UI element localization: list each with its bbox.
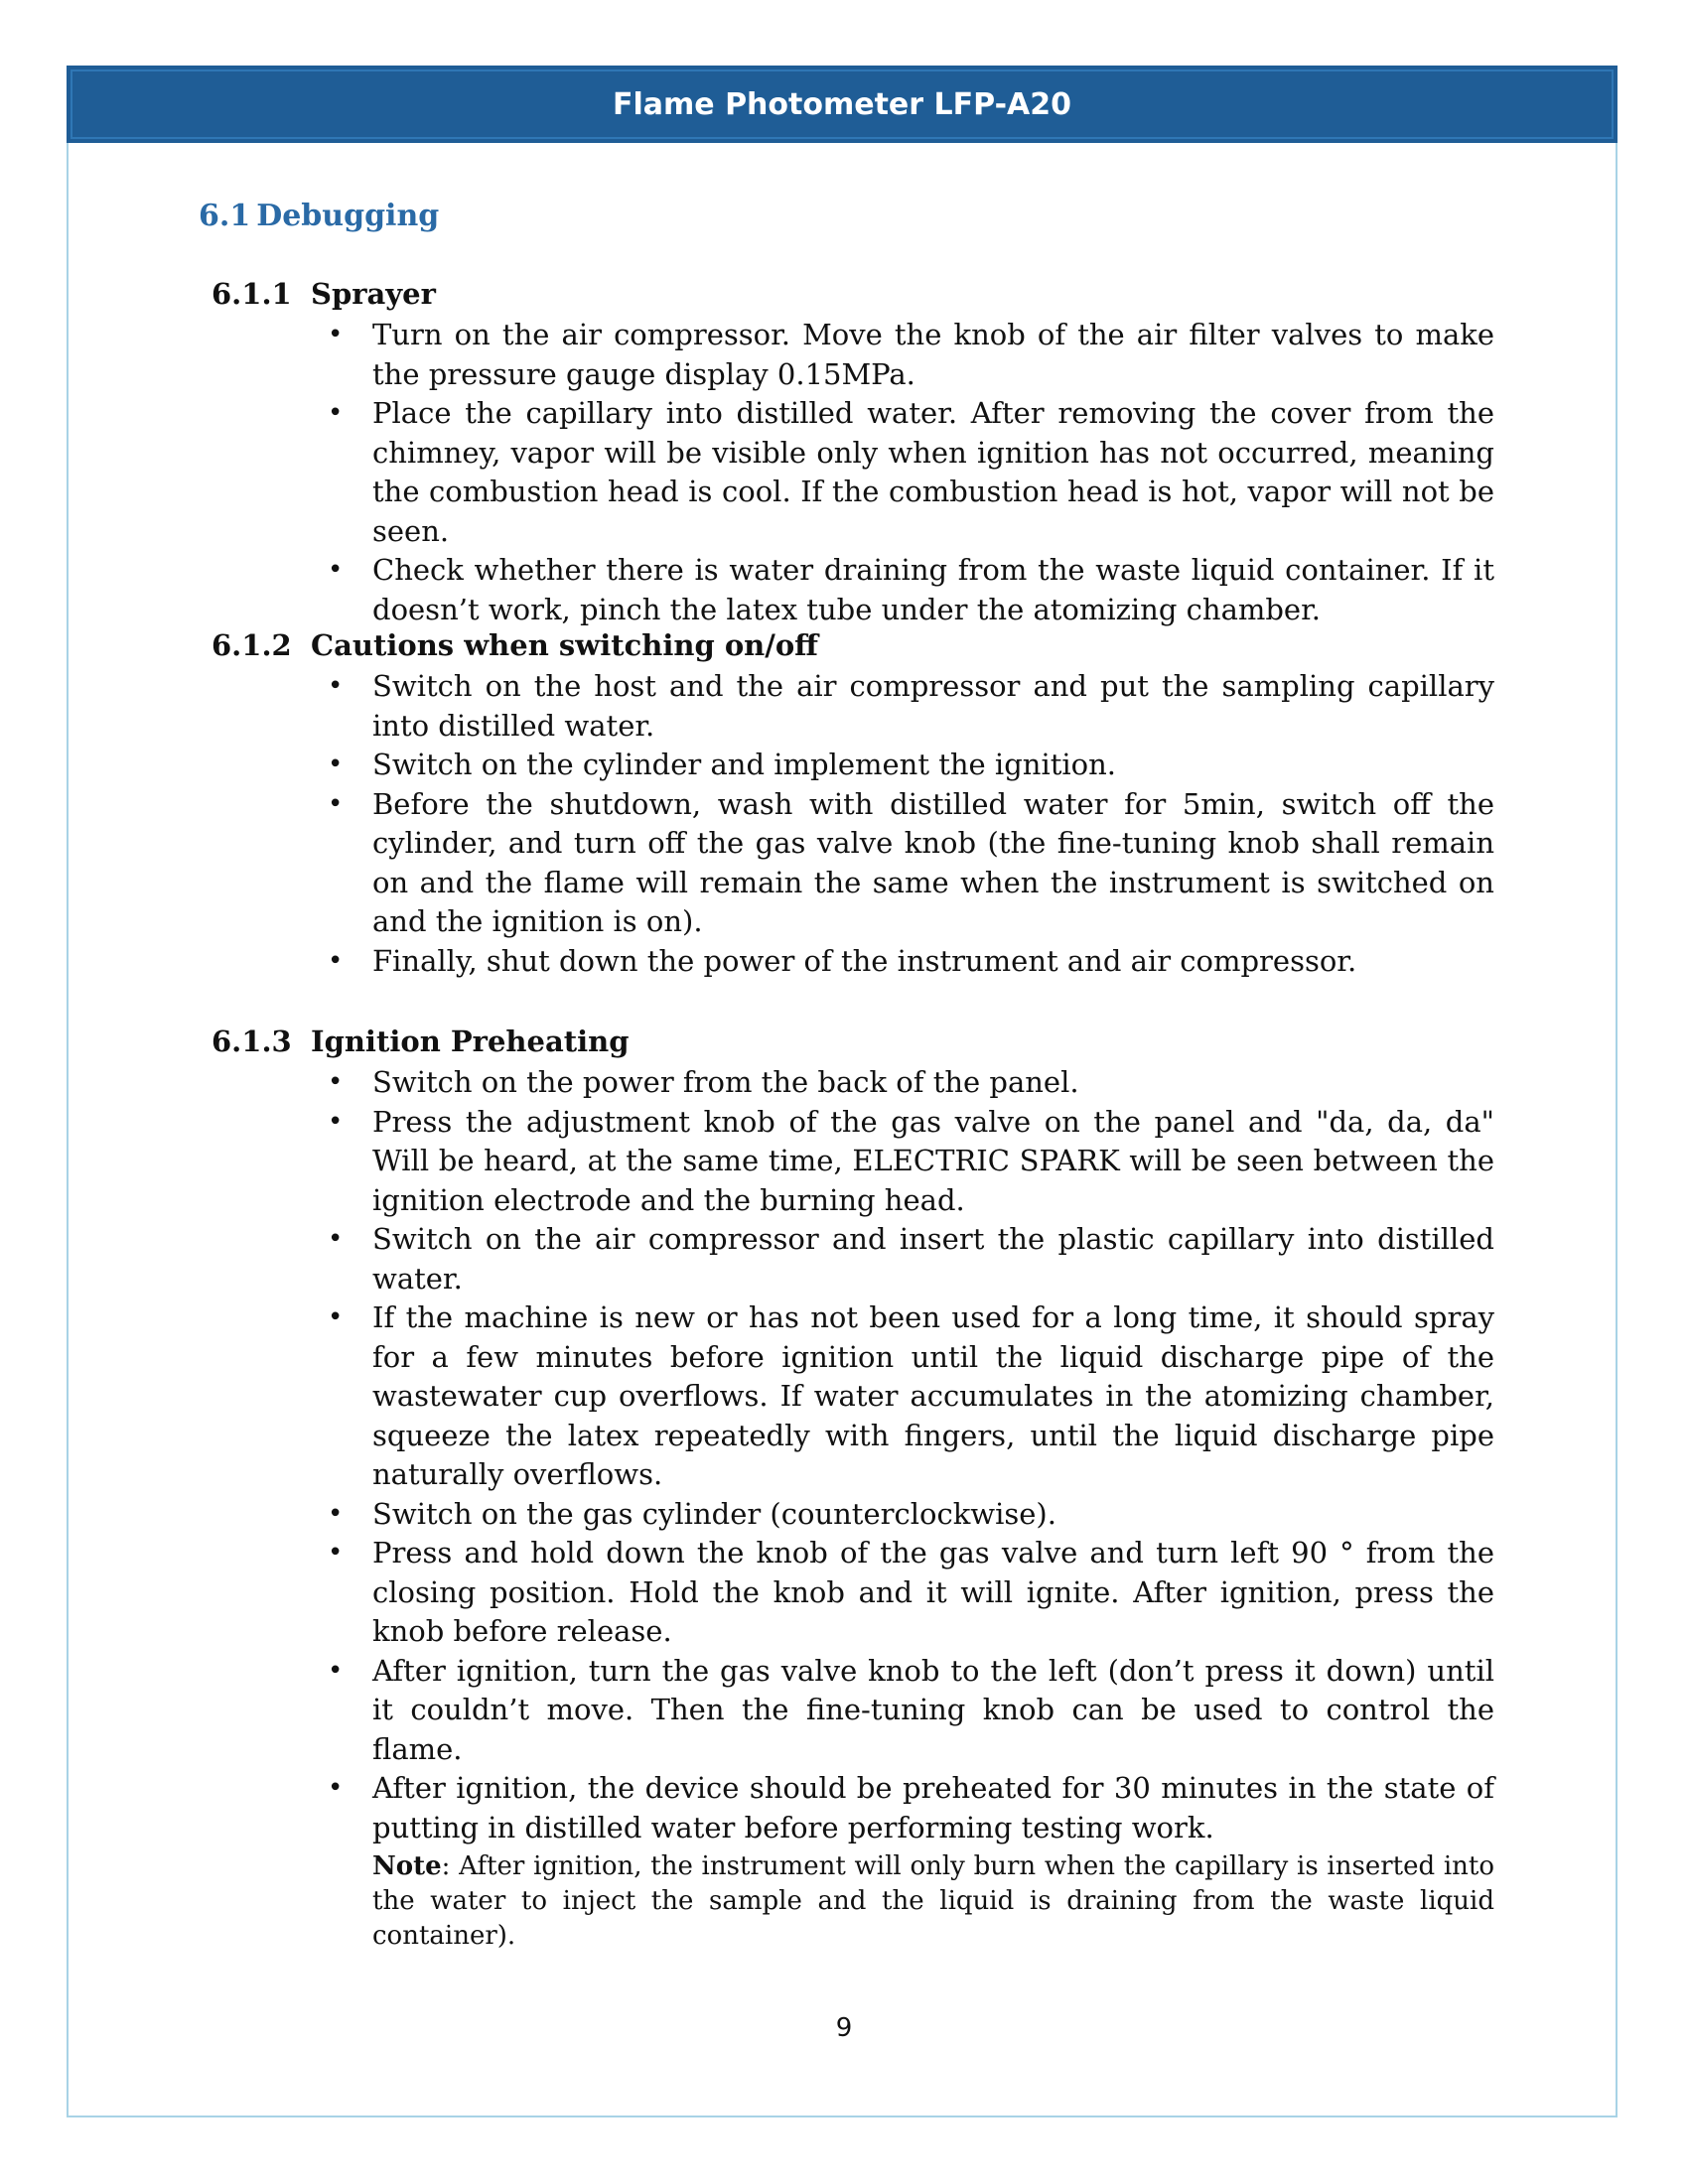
subsection-heading-cautions bbox=[211, 628, 818, 662]
subsection-title: Cautions when switching on/off bbox=[311, 628, 818, 662]
subsection-number: 6.1.1 bbox=[211, 277, 292, 311]
bullet-icon: • bbox=[328, 671, 344, 701]
list-item-text: After ignition, turn the gas valve knob to the left (don’t press it down) until it couldn’t move. Then the fine-tuning knob can be used to control the flame. bbox=[372, 1653, 1494, 1766]
bullet-list-sprayer bbox=[328, 316, 1494, 629]
bullet-icon: • bbox=[328, 398, 344, 428]
subsection-heading-sprayer bbox=[211, 277, 436, 311]
bullet-icon: • bbox=[328, 750, 344, 779]
list-item-text: Press the adjustment knob of the gas valve on the panel and "da, da, da" Will be heard, at the same time, ELECTRIC SPARK will be seen between the ignition electrode and the burning head. bbox=[372, 1104, 1494, 1217]
bullet-icon: • bbox=[328, 945, 344, 976]
list-item-text: If the machine is new or has not been used for a long time, it should spray for a few minutes before ignition until the liquid discharge pipe of the wastewater cup overflows. If water accumulates in the atomizing chamber, squeeze the latex repeatedly with fingers, until the liquid discharge pipe naturally overflows. bbox=[372, 1300, 1494, 1491]
list-item-text: After ignition, the device should be preheated for 30 minutes in the state of putting in distilled water before performing testing work. bbox=[372, 1771, 1494, 1844]
list-item-text: Check whether there is water draining from the waste liquid container. If it doesn’t work, pinch the latex tube under the atomizing chamber. bbox=[372, 553, 1494, 626]
section-number: 6.1 bbox=[199, 199, 251, 233]
bullet-list-ignition bbox=[328, 1063, 1494, 1954]
list-item bbox=[328, 785, 1494, 942]
section-title: Debugging bbox=[256, 199, 440, 233]
list-item bbox=[328, 394, 1494, 551]
subsection-number: 6.1.2 bbox=[211, 628, 292, 662]
list-item-text: Switch on the gas cylinder (counterclockwise). bbox=[372, 1496, 1056, 1531]
subsection-number: 6.1.3 bbox=[211, 1024, 292, 1058]
list-item bbox=[328, 551, 1494, 629]
section-heading bbox=[199, 199, 439, 233]
bullet-icon: • bbox=[328, 1538, 344, 1568]
list-item bbox=[328, 746, 1494, 785]
list-item bbox=[328, 1495, 1494, 1535]
list-item-text: Place the capillary into distilled water. After removing the cover from the chimney, vapor will be visible only when ignition has not occurred, meaning the combustion head is cool. If the combustion head is hot, vapor will not be seen. bbox=[372, 396, 1494, 548]
header-banner bbox=[67, 66, 1618, 143]
bullet-icon: • bbox=[328, 1655, 344, 1686]
bullet-icon: • bbox=[328, 1302, 344, 1332]
bullet-icon: • bbox=[328, 1067, 344, 1097]
subsection-title: Sprayer bbox=[311, 277, 436, 311]
list-item bbox=[328, 1534, 1494, 1652]
bullet-icon: • bbox=[328, 1106, 344, 1137]
list-item-text: Turn on the air compressor. Move the knob of the air filter valves to make the pressure gauge display 0.15MPa. bbox=[372, 318, 1494, 391]
list-item-text: Switch on the power from the back of the panel. bbox=[372, 1065, 1079, 1099]
note-label: Note bbox=[372, 1851, 442, 1881]
list-item-text: Press and hold down the knob of the gas valve and turn left 90 ° from the closing position. Hold the knob and it will ignite. After ignition, press the knob before release. bbox=[372, 1536, 1494, 1648]
list-item bbox=[328, 1298, 1494, 1495]
list-item bbox=[328, 316, 1494, 394]
bullet-list-cautions bbox=[328, 667, 1494, 981]
bullet-icon: • bbox=[328, 1498, 344, 1529]
note-text: : After ignition, the instrument will only burn when the capillary is inserted into the water to inject the sample and the liquid is draining from the waste liquid container). bbox=[372, 1851, 1494, 1951]
list-item bbox=[328, 1652, 1494, 1770]
list-item bbox=[328, 1220, 1494, 1298]
bullet-icon: • bbox=[328, 788, 344, 819]
list-item-text: Switch on the host and the air compressor and put the sampling capillary into distilled water. bbox=[372, 669, 1494, 743]
bullet-icon: • bbox=[328, 1773, 344, 1803]
subsection-heading-ignition bbox=[211, 1024, 630, 1058]
list-item-text: Switch on the air compressor and insert the plastic capillary into distilled water. bbox=[372, 1222, 1494, 1296]
list-item-text: Before the shutdown, wash with distilled water for 5min, switch off the cylinder, and turn off the gas valve knob (the fine-tuning knob shall remain on and the flame will remain the same when the instrument is switched on and the ignition is on). bbox=[372, 786, 1494, 938]
header-banner-inner bbox=[70, 69, 1614, 139]
list-item-text: Switch on the cylinder and implement the ignition. bbox=[372, 748, 1117, 781]
subsection-title: Ignition Preheating bbox=[311, 1024, 630, 1058]
document-title: Flame Photometer LFP-A20 bbox=[613, 86, 1071, 122]
list-item bbox=[328, 1063, 1494, 1103]
list-item bbox=[328, 1103, 1494, 1221]
list-item bbox=[328, 942, 1494, 982]
page-number: 9 bbox=[835, 2013, 853, 2043]
note bbox=[372, 1849, 1494, 1954]
list-item-text: Finally, shut down the power of the instrument and air compressor. bbox=[372, 943, 1357, 978]
bullet-icon: • bbox=[328, 1224, 344, 1254]
list-item bbox=[328, 1769, 1494, 1954]
bullet-icon: • bbox=[328, 555, 344, 585]
bullet-icon: • bbox=[328, 320, 344, 349]
list-item bbox=[328, 667, 1494, 746]
